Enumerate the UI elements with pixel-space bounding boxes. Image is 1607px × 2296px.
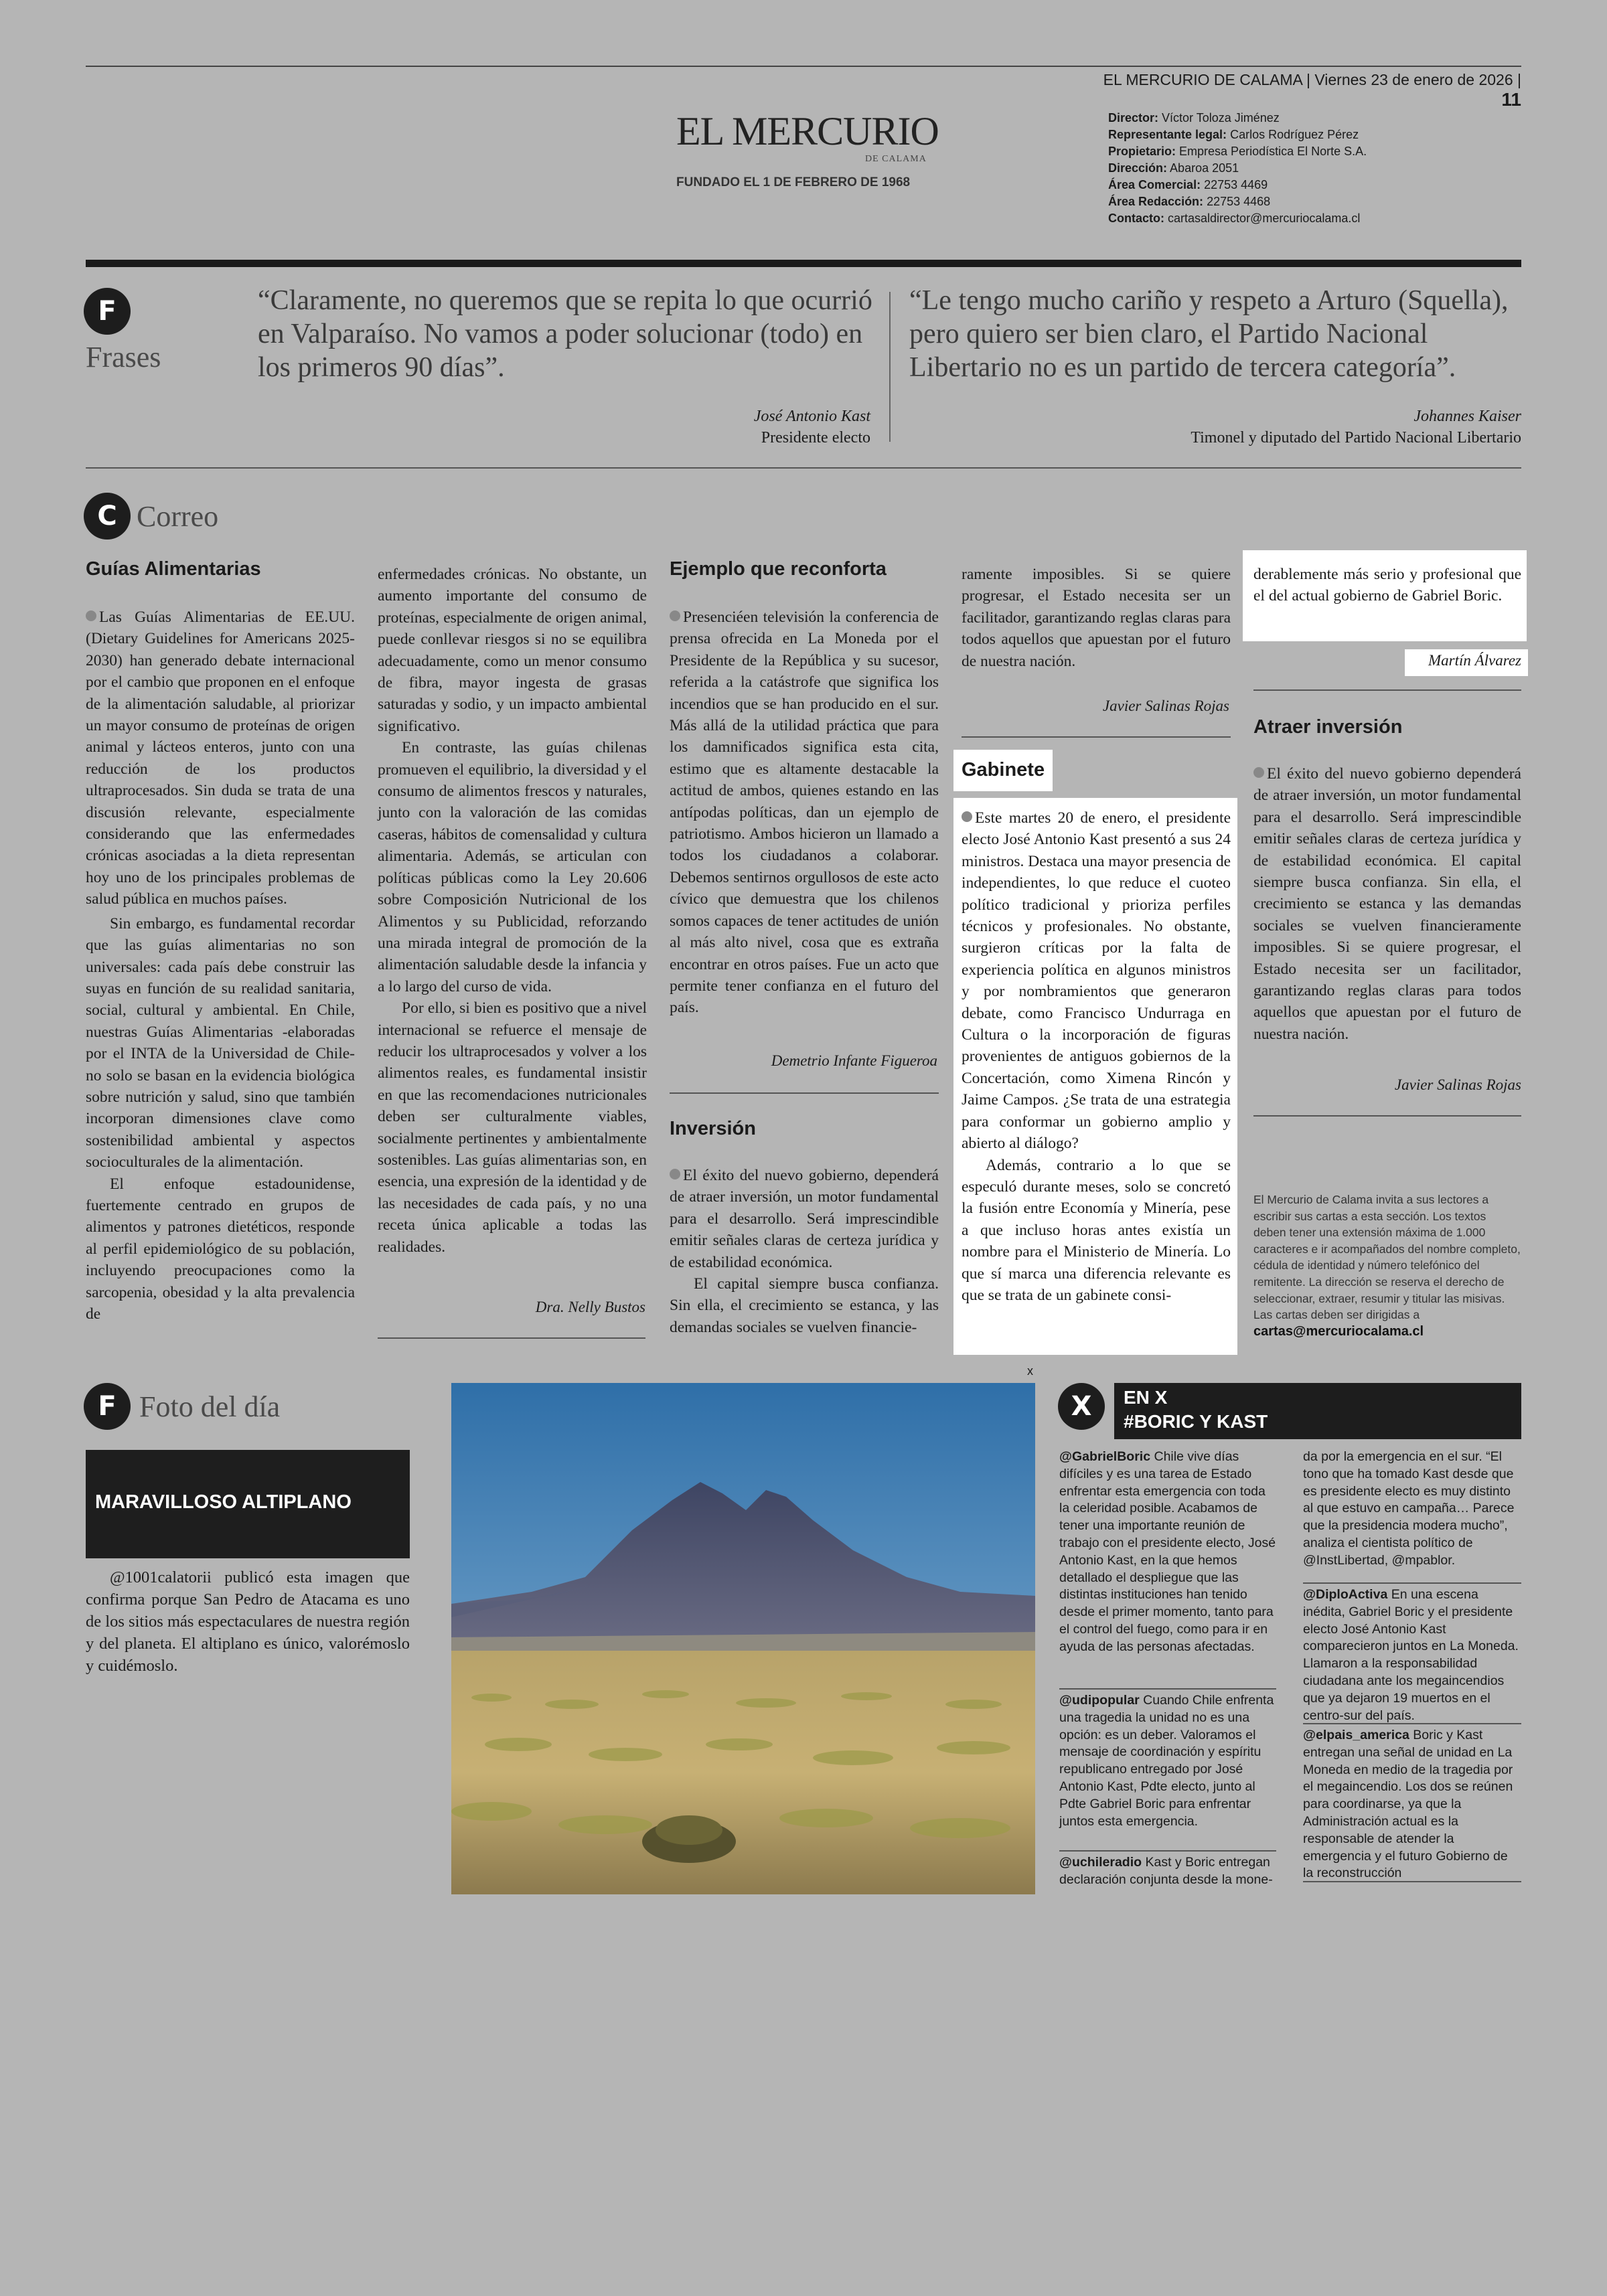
letter-ejemplo-body: Presenciéen televisión la conferencia de prensa ofrecida en La Moneda por el Presidente de la República y su sucesor, referida a la catástrofe que significa los incendios que se han producido en el sur. Más allá de la utilidad práctica que para los damnificados significa esta cita, estimo que es altamente destacable la actitud de ambos, quienes estando en las antípodas políticas, dan un ejemplo de patriotismo. Ambos hicieron un llamado a todos los ciudadanos a colaborar. Debemos sentirnos orgullosos de este acto cívico que demuestra que los chilenos somos capaces de tener actitudes de unión al más alto nivel, cosa que es extraña encontrar en otros países. Fue un acto que permite tener confianza en el futuro del país.: [670, 608, 939, 1017]
bullet-icon: [670, 610, 680, 621]
staff-list: [1108, 110, 1523, 227]
correo-title: Correo: [137, 500, 219, 533]
enx-header: [1114, 1383, 1521, 1439]
altiplano-landscape: [451, 1383, 1035, 1894]
frases-icon: F: [84, 288, 131, 335]
hashtag[interactable]: #BORIC Y KAST: [1124, 1411, 1268, 1432]
frases-divider: [889, 292, 891, 442]
staff-row: Dirección: Abaroa 2051: [1108, 161, 1239, 175]
letter-title-guias: Guías Alimentarias: [86, 558, 261, 580]
masthead-thick-rule: [86, 260, 1521, 267]
letter-guias-col1: Las Guías Alimentarias de EE.UU. (Dietary Guidelines for Americans 2025-2030) han generado debate internacional por el cambio que proponen en el enfoque de la alimentación saludable, al priorizar un mayor consumo de proteínas de origen animal y lácteos enteros, junto con una reducción de los productos ultraprocesados. Sin duda se trata de una discusión relevante, especialmente considerando que las enfermedades crónicas asociadas a la dieta representan hoy uno de los principales problemas de salud pública en muchos países. Sin embargo, es fundamental recordar que las guías alimentarias no son universales: cada país debe construir las suyas en función de su realidad sanitaria, social, cultural y ambiental. En Chile, nuestras Guías Alimentarias -elaboradas por el INTA de la Universidad de Chile- no solo se basan en la evidencia biológica sobre nutrición y salud, sino que también incorporan dimensiones clave como sostenibilidad ambiental y aspectos socioculturales de la alimentación. El enfoque estadounidense, fuertemente centrado en grupos de alimentos y patrones dietéticos, responde al perfil epidemiológico de su población, incluyendo preocupaciones como la sarcopenia, obesidad y la alta prevalencia de: [86, 608, 355, 1323]
foto-box-title: MARAVILLOSO ALTIPLANO: [95, 1491, 352, 1513]
letter-divider: [670, 1092, 939, 1094]
bullet-icon: [86, 610, 96, 621]
top-rule: [86, 66, 1521, 67]
letter-divider: [1253, 1115, 1521, 1117]
letter-inversion-col3: El éxito del nuevo gobierno, dependerá de atraer inversión, un motor fundamental para el desarrollo. Será imprescindible emitir señales claras de certeza jurídica y de estabilidad económica. El capital siempre busca confianza. Sin ella, el crecimiento se estanca, y las demandas sociales se vuelven financie-: [670, 1167, 939, 1336]
letter-title-ejemplo: Ejemplo que reconforta: [670, 558, 887, 580]
signature-alvarez: Martín Álvarez: [1428, 652, 1521, 669]
signature-salinas-2: Javier Salinas Rojas: [1394, 1076, 1521, 1093]
letter-divider: [378, 1337, 645, 1339]
tweet-divider: [1303, 1582, 1521, 1584]
tweet-handle[interactable]: @udipopular: [1059, 1693, 1140, 1708]
enx-title: EN X #BORIC Y KAST: [1124, 1387, 1268, 1432]
bullet-icon: [1253, 767, 1264, 778]
signature-infante: Demetrio Infante Figueroa: [771, 1052, 937, 1069]
staff-row: Área Comercial: 22753 4469: [1108, 178, 1268, 191]
foto-caption: @1001calatorii publicó esta imagen que confirma porque San Pedro de Atacama es uno de los sitios más espectaculares de nuestra región y del planeta. El altiplano es único, valorémoslo y cuidémoslo.: [86, 1568, 410, 1675]
letter-divider: [962, 736, 1231, 738]
letter-atraer-body: El éxito del nuevo gobierno dependerá de atraer inversión, un motor fundamental para el desarrollo. Será imprescindible emitir señales claras de certeza jurídica y de estabilidad económica. El capital siempre busca confianza. Sin ella, el crecimiento se estanca y las demandas sociales se vuelven financieramente imposibles. Si se quiere progresar, el Estado necesita ser un facilitador, garantizando reglas claras para todos aquellos que apuestan por el futuro de nuestra nación.: [1253, 765, 1521, 1043]
letter-title-atraer: Atraer inversión: [1253, 716, 1403, 738]
x-icon: X: [1058, 1383, 1105, 1430]
staff-row: Área Redacción: 22753 4468: [1108, 195, 1271, 208]
foto-box: [86, 1450, 410, 1558]
logo: EL MERCURIO: [676, 109, 939, 153]
quote-kast-attribution: José Antonio Kast Presidente electo: [753, 408, 870, 446]
date: Viernes 23 de enero de 2026: [1314, 71, 1513, 88]
tweet-divider: [1059, 1850, 1276, 1852]
signature-salinas: Javier Salinas Rojas: [1102, 698, 1229, 714]
page-number: 11: [1501, 89, 1521, 110]
tweet-udipopular: @udipopular Cuando Chile enfrenta una tragedia la unidad no es una opción: es un deber. Valoramos el mensaje de coordinación y espíritu republicano entregado por José Antonio Kast, Pdte electo, junto al Pdte Gabriel Boric para enfrentar juntos esta emergencia.: [1059, 1693, 1274, 1829]
tweet-divider: [1303, 1723, 1521, 1724]
letter-title-inversion: Inversión: [670, 1118, 756, 1139]
bullet-icon: [670, 1169, 680, 1179]
letter-inversion-col4: ramente imposibles. Si se quiere progresar, el Estado necesita ser un facilitador, garantizando reglas claras para todos aquellos que apuestan por el futuro de nuestra nación.: [962, 566, 1231, 670]
altiplano-photo: [451, 1383, 1035, 1894]
close-icon[interactable]: x: [1027, 1364, 1033, 1378]
staff-row: Contacto: cartasaldirector@mercuriocalama.cl: [1108, 212, 1361, 225]
frases-bottom-rule: [86, 467, 1521, 469]
tweet-handle[interactable]: @DiploActiva: [1303, 1587, 1388, 1602]
letter-divider: [1253, 689, 1521, 691]
founded-line: FUNDADO EL 1 DE FEBRERO DE 1968: [676, 175, 911, 189]
letter-gabinete-col4: Este martes 20 de enero, el presidente electo José Antonio Kast presentó a sus 24 ministros. Destaca una mayor presencia de independientes, lo que reduce el cuoteo político tradicional y prioriza perfiles técnicos y profesionales. No obstante, surgieron críticas por la falta de experiencia política en algunos ministros y por nombramientos que generaron debate, como Francisco Undurraga en Cultura o la incorporación de figuras provenientes de antiguos gobiernos de la Concertación, como Ximena Rincón y Jaime Campos. ¿Se trata de una estrategia para conformar un gobierno amplio y abierto al diálogo? Además, contrario a lo que se especuló durante meses, solo se concretó la fusión entre Economía y Minería, pese a que incluso horas antes existía un nombre para el Ministerio de Minería. Lo que sí marca una diferencia relevante es que se trata de un gabinete consi-: [962, 809, 1231, 1304]
tweet-elpais: @elpais_america Boric y Kast entregan una señal de unidad en La Moneda en medio de la tragedia por el megaincendio. Los dos se reúnen para coordinarse, ya que la Administración actual es la responsable de atender la emergencia y el futuro Gobierno de la reconstrucción: [1303, 1728, 1513, 1881]
letter-guias-col2: enfermedades crónicas. No obstante, un aumento importante del consumo de proteínas, especialmente de origen animal, puede conllevar riesgos si no se equilibra adecuadamente, como un menor consumo de fibra, mayor ingesta de grasas saturadas y sodio, y un impacto ambiental significativo. En contraste, las guías chilenas promueven el equilibrio, la diversidad y el consumo de alimentos frescos y naturales, junto con la valoración de las comidas caseras, hábitos de comensalidad y cultura alimentaria. Además, se articulan con políticas públicas como la Ley 20.606 sobre Composición Nutricional de los Alimentos y su Publicidad, reforzando una mirada integral de promoción de la alimentación saludable desde la infancia y a lo largo del curso de vida. Por ello, si bien es positivo que a nivel internacional se refuerce el mensaje de reducir los ultraprocesados y volver a los alimentos reales, es fundamental insistir en que las recomendaciones nutricionales deben ser culturalmente viables, socialmente pertinentes y ambientalmente sostenibles. Las guías alimentarias son, en esencia, una expresión de la identidad y de las necesidades de cada país, y no una receta única aplicable a todas las realidades.: [378, 566, 647, 1256]
foto-title: Foto del día: [139, 1390, 281, 1423]
signature-bustos: Dra. Nelly Bustos: [535, 1299, 645, 1315]
letter-title-gabinete: Gabinete: [962, 759, 1045, 781]
frases-title: Frases: [86, 341, 161, 374]
staff-row: Director: Víctor Toloza Jiménez: [1108, 111, 1280, 125]
logo-sub: DE CALAMA: [865, 154, 927, 164]
tweet-gabrielboric: @GabrielBoric Chile vive días difíciles y es una tarea de Estado enfrentar esta emergencia con toda la celeridad posible. Acabamos de tener una importante reunión de trabajo con el presidente electo, José Antonio Kast, en la que hemos detallado el despliegue que las distintas instituciones han tenido desde el primer momento, tanto para el control del fuego, como para ir en ayuda de las personas afectadas.: [1059, 1449, 1276, 1654]
tweet-handle[interactable]: @uchileradio: [1059, 1855, 1142, 1870]
paper-name: EL MERCURIO DE CALAMA: [1103, 71, 1302, 88]
staff-row: Representante legal: Carlos Rodríguez Pérez: [1108, 128, 1359, 141]
tweet-divider: [1303, 1881, 1521, 1882]
tweet-divider: [1059, 1688, 1276, 1690]
tweet-uchileradio: @uchileradio Kast y Boric entregan declaración conjunta desde la mone-: [1059, 1855, 1273, 1887]
bullet-icon: [962, 811, 972, 822]
letters-email[interactable]: cartas@mercuriocalama.cl: [1253, 1323, 1424, 1339]
correo-icon: C: [84, 493, 131, 540]
quote-kast: “Claramente, no queremos que se repita lo que ocurrió en Valparaíso. No vamos a poder solucionar (todo) en los primeros 90 días”.: [258, 285, 872, 383]
tweet-handle[interactable]: @GabrielBoric: [1059, 1449, 1151, 1464]
quote-kaiser-attribution: Johannes Kaiser Timonel y diputado del Partido Nacional Libertario: [1191, 408, 1521, 446]
header-dateline: EL MERCURIO DE CALAMA | Viernes 23 de enero de 2026 | 11: [1103, 71, 1521, 110]
staff-row: Propietario: Empresa Periodística El Norte S.A.: [1108, 145, 1367, 158]
tweet-handle[interactable]: @elpais_america: [1303, 1728, 1409, 1742]
correo-note: El Mercurio de Calama invita a sus lectores a escribir sus cartas a esta sección. Los textos deben tener una extensión máxima de 1.000 caracteres e ir acompañados del nombre completo, cédula de identidad y número telefónico del remitente. La dirección se reserva el derecho de seleccionar, extraer, resumir y titular las misivas. Las cartas deben ser dirigidas a cartas@mercuriocalama.cl: [1253, 1193, 1521, 1339]
quote-kaiser: “Le tengo mucho cariño y respeto a Arturo (Squella), pero quiero ser bien claro, el Partido Nacional Libertario no es un partido de tercera categoría”.: [909, 285, 1509, 383]
tweet-uchileradio-cont: da por la emergencia en el sur. “El tono que ha tomado Kast desde que es presidente electo es muy distinto al que estuvo en campaña… Parece que la presidencia modera mucho”, analiza el cientista político de @InstLibertad, @mpablor.: [1303, 1449, 1515, 1568]
tweet-diploactiva: @DiploActiva En una escena inédita, Gabriel Boric y el presidente electo José Antonio Kast comparecieron juntos en La Moneda. Llamaron a la responsabilidad ciudadana ante los megaincendios que ya dejaron 19 muertos en el centro-sur del país.: [1303, 1587, 1519, 1723]
contact-email[interactable]: cartasaldirector@mercuriocalama.cl: [1168, 212, 1361, 225]
letter-gabinete-col5: derablemente más serio y profesional que el del actual gobierno de Gabriel Boric.: [1253, 566, 1521, 605]
foto-icon: F: [84, 1383, 131, 1430]
